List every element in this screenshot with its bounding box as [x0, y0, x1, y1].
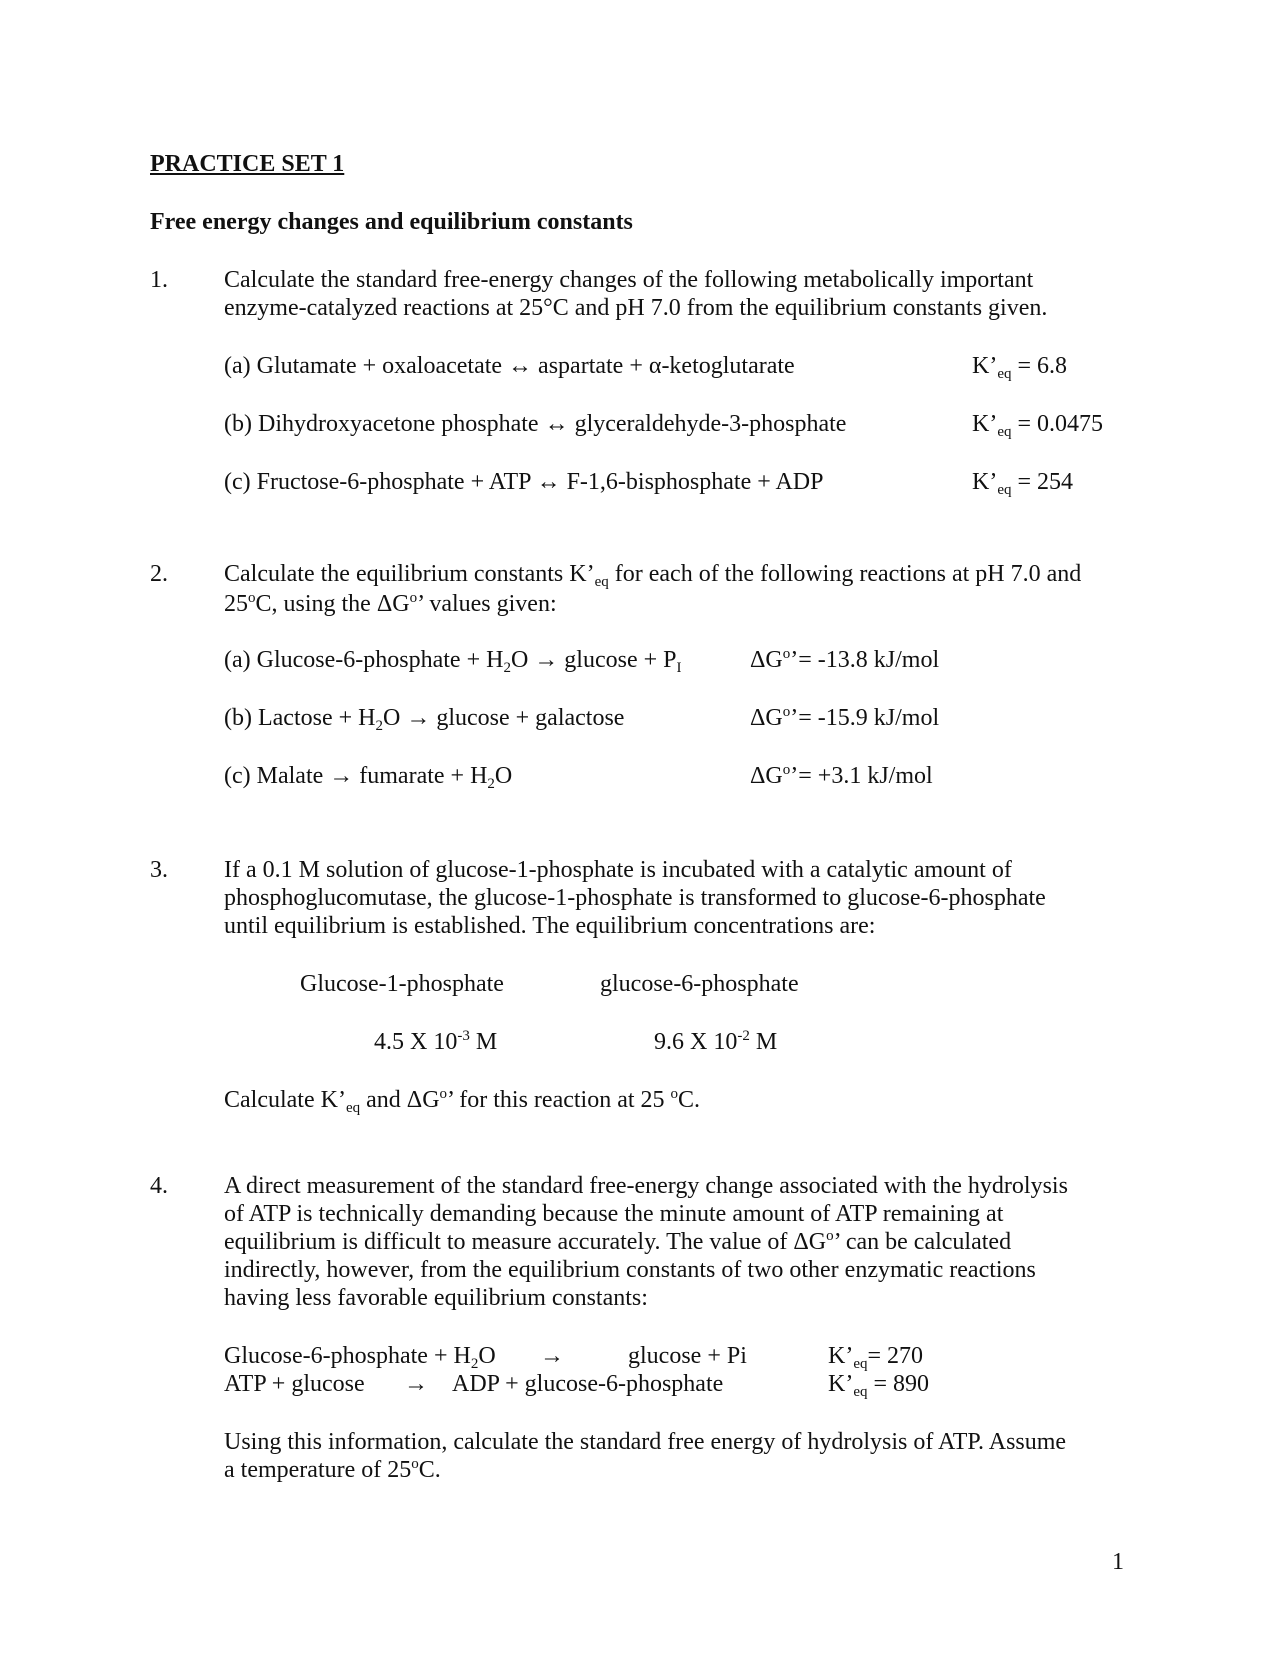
q3-final-instruction: Calculate $K’_{eq}$ and $\Delta G^o$’ for this reaction at 25 $^o$C.	[224, 1086, 701, 1116]
q2-deltag-b: $\Delta G^o’= -15.9$ kJ/mol	[750, 704, 940, 731]
q1-reaction-a: (a) Glutamate + oxaloacetate ↔ aspartate + α-ketoglutarate	[224, 353, 795, 379]
q3-col1-value: 4.5 X $10^{-3}$ M	[374, 1028, 498, 1055]
q4-text-line1: A direct measurement of the standard free-energy change associated with the hydrolysis	[224, 1173, 1068, 1199]
q1-text-line1: Calculate the standard free-energy changes of the following metabolically important	[224, 267, 1034, 293]
q4-reaction1-left: Glucose-6-phosphate + $H_2O$	[224, 1343, 496, 1372]
q3-col2-header: glucose-6-phosphate	[600, 971, 799, 997]
q4-reaction2-keq: $K’_{eq} = 890$	[828, 1371, 930, 1400]
question-number-1: 1.	[150, 267, 168, 293]
q4-final-line1: Using this information, calculate the standard free energy of hydrolysis of ATP. Assume	[224, 1429, 1067, 1455]
page-title: PRACTICE SET 1	[150, 151, 345, 177]
q4-text-line4: indirectly, however, from the equilibrium constants of two other enzymatic reactions	[224, 1257, 1036, 1283]
q1-text-line2: enzyme-catalyzed reactions at 25°C and pH 7.0 from the equilibrium constants given.	[224, 295, 1048, 321]
q4-reaction1-keq: $K’_{eq}= 270$	[828, 1343, 924, 1372]
q2-text-line2: 25$^o$C, using the $\Delta G^o$’ values given:	[224, 590, 557, 617]
q1-keq-a: $K’_{eq} = 6.8$	[972, 353, 1068, 382]
q3-text-line3: until equilibrium is established. The equilibrium concentrations are:	[224, 913, 876, 939]
q4-reaction2-left: ATP + glucose	[224, 1371, 365, 1397]
q2-text-line1: Calculate the equilibrium constants $K’_{eq}$ for each of the following reactions at pH 7.0 and	[224, 561, 1082, 590]
q3-text-line2: phosphoglucomutase, the glucose-1-phosphate is transformed to glucose-6-phosphate	[224, 885, 1046, 911]
q2-deltag-c: $\Delta G^o’= +3.1$ kJ/mol	[750, 762, 933, 789]
q1-keq-b: $K’_{eq} = 0.0475$	[972, 411, 1104, 440]
q4-reaction1-arrow: →	[540, 1343, 564, 1369]
q4-final-line2: a temperature of 25$^o$C.	[224, 1456, 441, 1483]
q3-col2-value: 9.6 X $10^{-2}$ M	[654, 1028, 778, 1055]
q1-reaction-c: (c) Fructose-6-phosphate + ATP ↔ F-1,6-bisphosphate + ADP	[224, 469, 824, 495]
question-number-3: 3.	[150, 857, 168, 883]
q2-reaction-a: (a) Glucose-6-phosphate + $H_2O \to glucose + P_I$	[224, 647, 682, 676]
q1-reaction-b: (b) Dihydroxyacetone phosphate ↔ glyceraldehyde-3-phosphate	[224, 411, 847, 437]
q2-reaction-b: (b) Lactose + $H_2O \to glucose$ + galactose	[224, 705, 625, 734]
q3-text-line1: If a 0.1 M solution of glucose-1-phosphate is incubated with a catalytic amount of	[224, 857, 1012, 883]
q3-col1-header: Glucose-1-phosphate	[300, 971, 504, 997]
q1-keq-c: $K’_{eq} = 254$	[972, 469, 1074, 498]
section-heading: Free energy changes and equilibrium constants	[150, 209, 633, 235]
question-number-4: 4.	[150, 1173, 168, 1199]
q4-reaction2-right: ADP + glucose-6-phosphate	[452, 1371, 724, 1397]
q4-text-line5: having less favorable equilibrium constants:	[224, 1285, 648, 1311]
q4-text-line3: equilibrium is difficult to measure accurately. The value of $\Delta G^o$’ can be calculated	[224, 1228, 1012, 1255]
page-number: 1	[1112, 1549, 1124, 1575]
q4-text-line2: of ATP is technically demanding because the minute amount of ATP remaining at	[224, 1201, 1004, 1227]
q2-reaction-c: (c) Malate → fumarate + $H_2O$	[224, 763, 513, 792]
q4-reaction1-right: glucose + Pi	[628, 1343, 747, 1369]
q2-deltag-a: $\Delta G^o’= -13.8$ kJ/mol	[750, 646, 940, 673]
question-number-2: 2.	[150, 561, 168, 587]
q4-reaction2-arrow: →	[404, 1371, 428, 1397]
